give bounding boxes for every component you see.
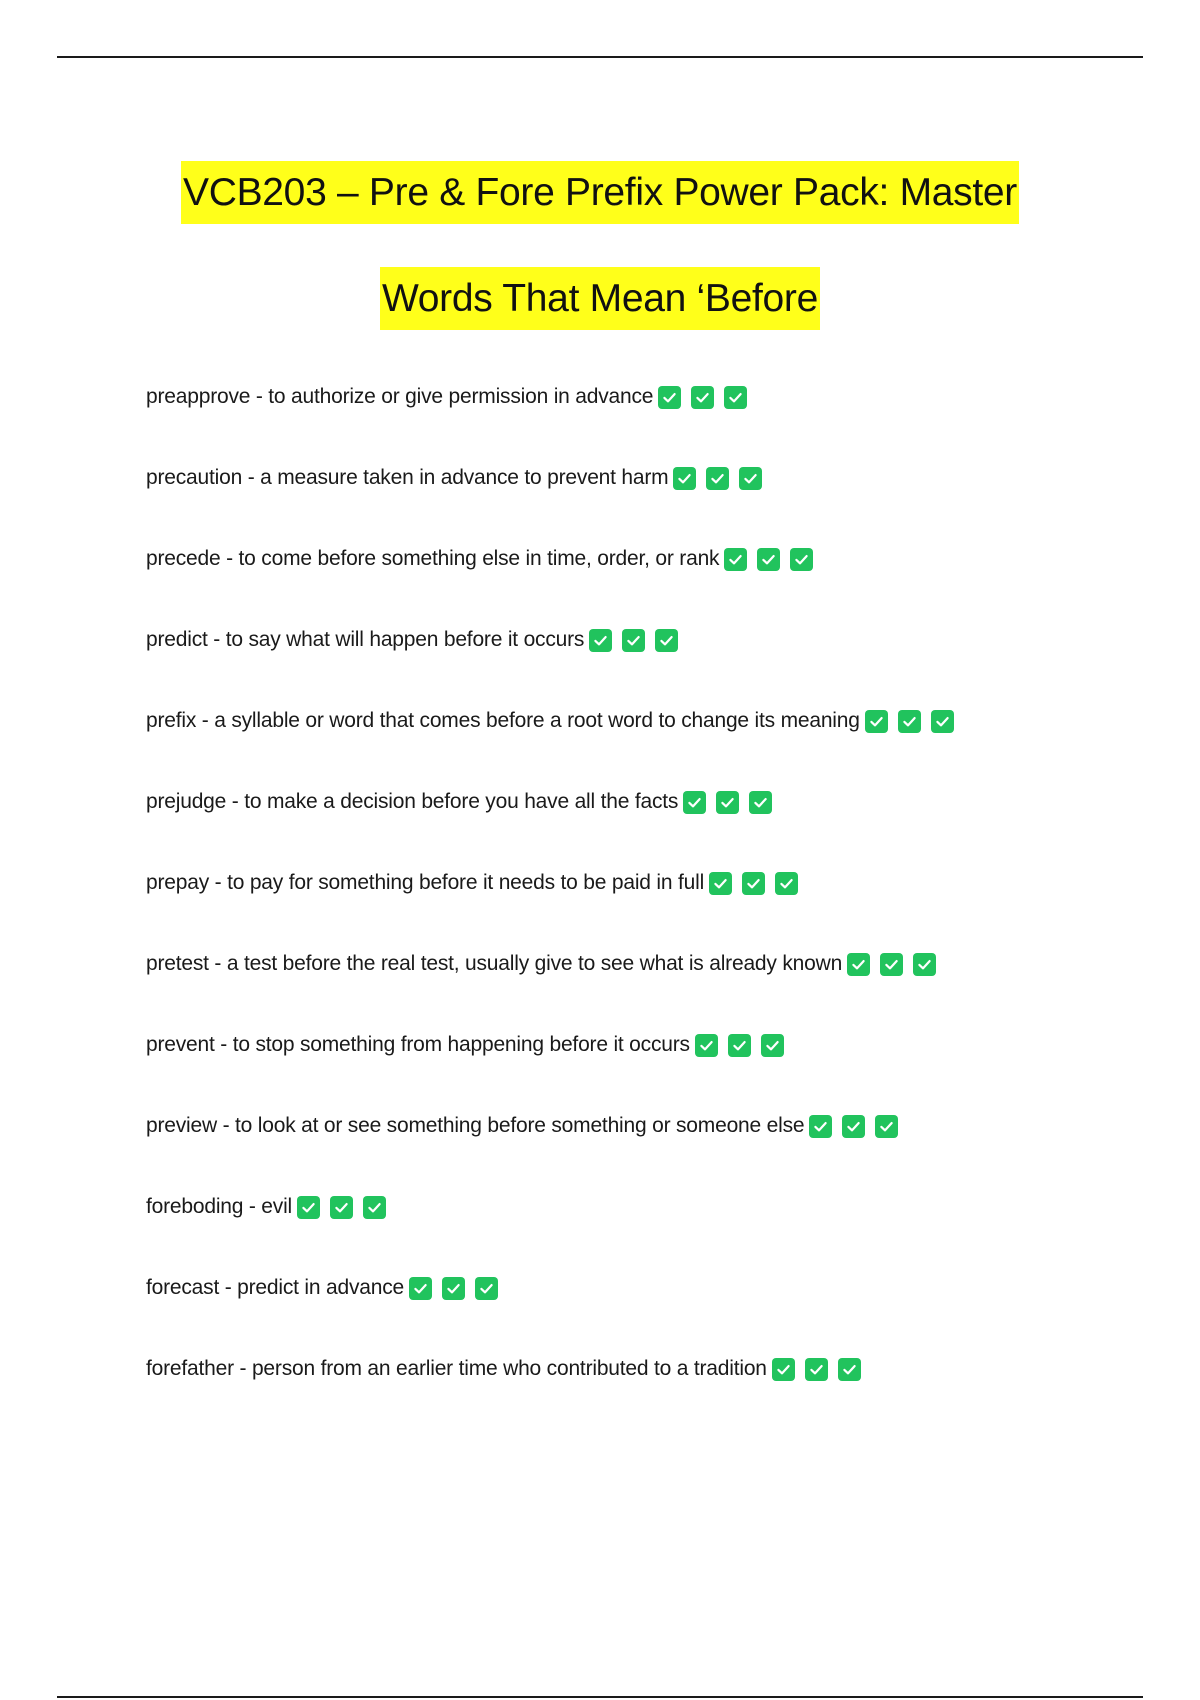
check-mark-icon <box>691 386 714 409</box>
check-mark-icon <box>742 872 765 895</box>
vocab-entry <box>146 453 1146 534</box>
vocab-entry-text: prepay - to pay for something before it needs to be paid in full <box>146 871 705 894</box>
vocab-entry-text: pretest - a test before the real test, usually give to see what is already known <box>146 952 843 975</box>
check-mark-icon <box>709 872 732 895</box>
check-mark-icon <box>757 548 780 571</box>
vocab-entry <box>146 1182 1146 1263</box>
vocab-entry <box>146 939 1146 1020</box>
check-mark-icon <box>655 629 678 652</box>
check-group <box>772 1344 871 1394</box>
check-mark-icon <box>865 710 888 733</box>
vocab-entry-text: precede - to come before something else in time, order, or rank <box>146 547 720 570</box>
check-mark-icon <box>683 791 706 814</box>
check-mark-icon <box>297 1196 320 1219</box>
vocab-entry-text: predict - to say what will happen before it occurs <box>146 628 585 651</box>
check-group <box>589 615 688 665</box>
check-mark-icon <box>706 467 729 490</box>
vocab-entry <box>146 372 1146 453</box>
check-mark-icon <box>695 1034 718 1057</box>
title-line-2 <box>0 246 1200 352</box>
check-mark-icon <box>673 467 696 490</box>
check-mark-icon <box>772 1358 795 1381</box>
document-title <box>0 140 1200 352</box>
check-mark-icon <box>442 1277 465 1300</box>
check-mark-icon <box>842 1115 865 1138</box>
vocab-entry <box>146 534 1146 615</box>
vocab-entry <box>146 1344 1146 1425</box>
check-mark-icon <box>728 1034 751 1057</box>
vocab-entry-text: prefix - a syllable or word that comes before a root word to change its meaning <box>146 709 860 732</box>
check-group <box>724 534 823 584</box>
title-line-1 <box>0 140 1200 246</box>
check-mark-icon <box>724 386 747 409</box>
vocab-entry-text: preview - to look at or see something before something or someone else <box>146 1114 805 1137</box>
vocab-entry-text: foreboding - evil <box>146 1195 293 1218</box>
vocab-entry <box>146 615 1146 696</box>
check-mark-icon <box>363 1196 386 1219</box>
vocab-entry-text: prevent - to stop something from happening before it occurs <box>146 1033 690 1056</box>
check-mark-icon <box>716 791 739 814</box>
check-mark-icon <box>880 953 903 976</box>
check-mark-icon <box>622 629 645 652</box>
check-group <box>683 777 782 827</box>
check-group <box>658 372 757 422</box>
check-group <box>809 1101 908 1151</box>
check-mark-icon <box>913 953 936 976</box>
check-group <box>847 939 946 989</box>
check-mark-icon <box>749 791 772 814</box>
bottom-rule <box>57 1696 1143 1698</box>
check-mark-icon <box>761 1034 784 1057</box>
check-mark-icon <box>739 467 762 490</box>
check-mark-icon <box>658 386 681 409</box>
check-group <box>695 1020 794 1070</box>
check-group <box>297 1182 396 1232</box>
vocab-entry-text: forefather - person from an earlier time who contributed to a tradition <box>146 1357 767 1380</box>
check-mark-icon <box>330 1196 353 1219</box>
check-mark-icon <box>898 710 921 733</box>
check-mark-icon <box>809 1115 832 1138</box>
check-mark-icon <box>838 1358 861 1381</box>
check-mark-icon <box>931 710 954 733</box>
vocab-entry-text: preapprove - to authorize or give permission in advance <box>146 385 654 408</box>
check-mark-icon <box>805 1358 828 1381</box>
vocab-entry <box>146 696 1146 777</box>
check-group <box>709 858 808 908</box>
check-mark-icon <box>847 953 870 976</box>
check-mark-icon <box>409 1277 432 1300</box>
vocab-entry-text: forecast - predict in advance <box>146 1276 405 1299</box>
check-mark-icon <box>775 872 798 895</box>
check-group <box>409 1263 508 1313</box>
vocab-entry-text: precaution - a measure taken in advance to prevent harm <box>146 466 669 489</box>
check-mark-icon <box>790 548 813 571</box>
top-rule <box>57 56 1143 58</box>
vocab-entry <box>146 1101 1146 1182</box>
check-group <box>865 696 964 746</box>
vocab-entry <box>146 777 1146 858</box>
check-mark-icon <box>875 1115 898 1138</box>
vocab-entry <box>146 858 1146 939</box>
vocab-entry-text: prejudge - to make a decision before you have all the facts <box>146 790 679 813</box>
check-mark-icon <box>589 629 612 652</box>
vocabulary-list <box>146 372 1146 1425</box>
vocab-entry <box>146 1263 1146 1344</box>
vocab-entry <box>146 1020 1146 1101</box>
check-mark-icon <box>475 1277 498 1300</box>
check-mark-icon <box>724 548 747 571</box>
check-group <box>673 453 772 503</box>
title-line-1-text: VCB203 – Pre & Fore Prefix Power Pack: Master <box>181 161 1019 224</box>
title-line-2-text: Words That Mean ‘Before <box>380 267 820 330</box>
